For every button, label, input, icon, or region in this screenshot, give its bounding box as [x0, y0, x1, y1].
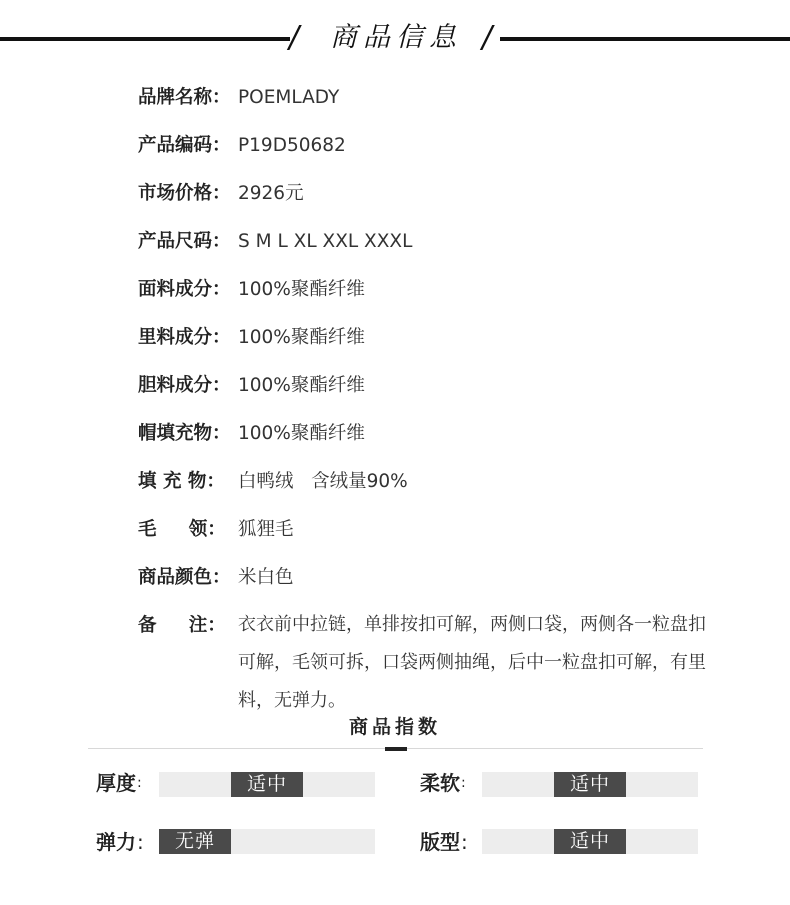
info-row-hood-filling [138, 414, 758, 462]
metric-level-elasticity: 无弹 [159, 829, 231, 854]
index-title: 商品指数 [348, 716, 441, 738]
metric-bar-thickness [159, 772, 375, 797]
metric-label-colon: : [137, 775, 142, 791]
metric-label-thickness [96, 769, 142, 797]
info-label: 备 注： [138, 615, 226, 636]
info-value: 狐狸毛 [238, 519, 294, 540]
info-value: 米白色 [238, 567, 294, 588]
metric-label-text: 弹力 [96, 830, 136, 854]
info-value: 100%聚酯纤维 [238, 279, 365, 300]
header-slash-left: / [289, 20, 300, 55]
info-label: 品牌名称： [138, 87, 231, 108]
header-rule-right [500, 37, 790, 41]
info-row-brand [138, 78, 758, 126]
metric-label-text: 柔软 [420, 771, 460, 795]
info-value: 100%聚酯纤维 [238, 327, 365, 348]
section-title: 商品信息 [330, 22, 462, 53]
info-label: 毛 领： [138, 519, 226, 540]
info-label: 市场价格： [138, 183, 231, 204]
info-row-inner [138, 366, 758, 414]
metric-level-softness: 适中 [554, 772, 626, 797]
metric-label-fit [420, 828, 468, 856]
info-value: 2926元 [238, 183, 304, 204]
info-label: 商品颜色： [138, 567, 231, 588]
metric-label-elasticity [96, 828, 144, 856]
metric-label-colon: : [461, 830, 468, 854]
info-value: POEMLADY [238, 87, 340, 108]
metric-bar-fit [482, 829, 698, 854]
info-label: 填 充 物： [138, 471, 225, 492]
info-label: 产品尺码： [138, 231, 231, 252]
info-row-filling [138, 462, 758, 510]
metric-bar-elasticity [159, 829, 375, 854]
product-info-list [138, 78, 758, 711]
metric-label-softness [420, 769, 466, 797]
info-value: 100%聚酯纤维 [238, 423, 365, 444]
metric-level-thickness: 适中 [231, 772, 303, 797]
info-row-collar [138, 510, 758, 558]
info-value: 衣衣前中拉链，单排按扣可解，两侧口袋，两侧各一粒盘扣可解，毛领可拆，口袋两侧抽绳，后中一粒盘扣可解，有里料，无弹力。 [238, 614, 706, 711]
info-value: 白鸭绒 含绒量90% [238, 471, 408, 492]
info-row-lining [138, 318, 758, 366]
info-label: 里料成分： [138, 327, 231, 348]
info-label: 胆料成分： [138, 375, 231, 396]
info-row-notes [138, 606, 758, 711]
metric-bar-softness [482, 772, 698, 797]
info-row-code [138, 126, 758, 174]
info-row-price [138, 174, 758, 222]
header-slash-right: / [482, 20, 493, 55]
index-divider-marker [385, 747, 407, 751]
metric-label-colon: : [137, 830, 144, 854]
info-label: 产品编码： [138, 135, 231, 156]
header-rule-left [0, 37, 290, 41]
info-value: 100%聚酯纤维 [238, 375, 365, 396]
metric-label-colon: : [461, 775, 466, 791]
info-value: P19D50682 [238, 135, 346, 156]
metric-level-fit: 适中 [554, 829, 626, 854]
info-value: S M L XL XXL XXXL [238, 231, 413, 252]
info-row-fabric [138, 270, 758, 318]
info-label: 帽填充物： [138, 423, 231, 444]
metric-label-text: 厚度 [96, 771, 136, 795]
info-row-sizes [138, 222, 758, 270]
metric-label-text: 版型 [420, 830, 460, 854]
info-label: 面料成分： [138, 279, 231, 300]
info-row-color [138, 558, 758, 606]
